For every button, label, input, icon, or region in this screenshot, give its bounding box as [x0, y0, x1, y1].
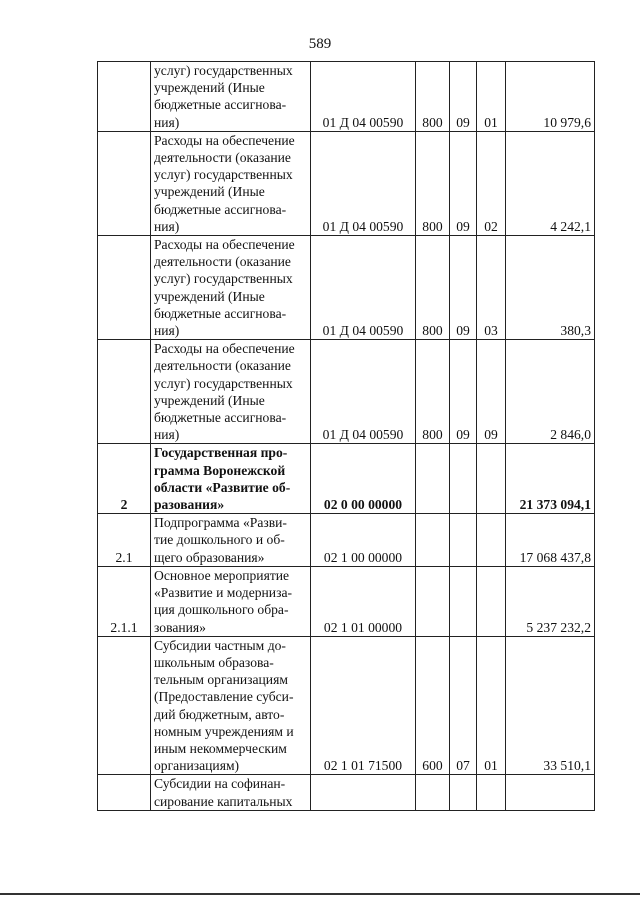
page-number: 589 [308, 36, 332, 52]
section-cell [450, 775, 477, 810]
row-name-line: услуг) государственных [154, 167, 293, 183]
subsection-cell: 03 [477, 236, 506, 340]
row-name-line: школьным образова- [154, 654, 274, 670]
table-row [98, 62, 595, 132]
subsection-cell [477, 514, 506, 567]
row-name-cell [151, 566, 311, 636]
row-name-line: ния) [154, 323, 180, 339]
section-cell: 09 [450, 131, 477, 235]
row-name-line: учреждений (Иные [154, 392, 265, 408]
target-code-cell: 02 1 00 00000 [311, 514, 416, 567]
table-body [98, 62, 595, 811]
row-name-line: организациям) [154, 758, 240, 774]
row-name-cell [151, 444, 311, 514]
table-row [98, 131, 595, 235]
row-number-cell [98, 340, 151, 444]
row-name-line: Расходы на обеспечение [154, 132, 295, 148]
row-number-cell [98, 62, 151, 132]
row-name-line: разования» [154, 497, 225, 513]
table-row [98, 566, 595, 636]
target-code-cell [311, 775, 416, 810]
row-name-line: Подпрограмма «Разви- [154, 515, 287, 531]
row-name-cell [151, 236, 311, 340]
amount-cell: 5 237 232,2 [506, 566, 595, 636]
row-number-cell [98, 131, 151, 235]
table-row [98, 444, 595, 514]
row-number-cell: 2.1.1 [98, 566, 151, 636]
target-code-cell: 01 Д 04 00590 [311, 131, 416, 235]
row-name-line: ния) [154, 427, 180, 443]
row-name-cell [151, 62, 311, 132]
row-name-cell [151, 775, 311, 810]
section-cell: 07 [450, 636, 477, 775]
expense-type-cell [416, 775, 450, 810]
row-name-cell [151, 340, 311, 444]
table-row [98, 775, 595, 810]
section-cell [450, 514, 477, 567]
table-row [98, 514, 595, 567]
section-cell [450, 566, 477, 636]
row-number-cell [98, 636, 151, 775]
row-name-line: Расходы на обеспечение [154, 237, 295, 253]
expense-type-cell: 800 [416, 62, 450, 132]
row-name-cell [151, 636, 311, 775]
target-code-cell: 01 Д 04 00590 [311, 236, 416, 340]
row-name-line: деятельности (оказание [154, 150, 291, 166]
row-name-line: иным некоммерческим [154, 740, 287, 756]
row-name-line: услуг) государственных [154, 375, 293, 391]
row-name-line: Субсидии частным до- [154, 637, 286, 653]
amount-cell [506, 775, 595, 810]
row-name-line: учреждений (Иные [154, 184, 265, 200]
row-name-line: области «Развитие об- [154, 479, 291, 495]
table-row [98, 636, 595, 775]
target-code-cell: 02 1 01 71500 [311, 636, 416, 775]
row-name-line: грамма Воронежской [154, 462, 286, 478]
row-name-line: деятельности (оказание [154, 358, 291, 374]
row-name-line: услуг) государственных [154, 271, 293, 287]
row-name-line: дий бюджетным, авто- [154, 706, 285, 722]
table-row [98, 236, 595, 340]
budget-table [97, 61, 595, 811]
bottom-rule [0, 893, 640, 895]
target-code-cell: 01 Д 04 00590 [311, 340, 416, 444]
expense-type-cell: 600 [416, 636, 450, 775]
subsection-cell: 01 [477, 636, 506, 775]
target-code-cell: 01 Д 04 00590 [311, 62, 416, 132]
section-cell: 09 [450, 62, 477, 132]
amount-cell: 2 846,0 [506, 340, 595, 444]
row-number-cell [98, 236, 151, 340]
row-name-line: тие дошкольного и об- [154, 532, 285, 548]
row-name-cell [151, 514, 311, 567]
row-name-line: тельным организациям [154, 672, 288, 688]
row-name-line: бюджетные ассигнова- [154, 201, 287, 217]
row-name-line: Государственная про- [154, 445, 288, 461]
target-code-cell: 02 0 00 00000 [311, 444, 416, 514]
row-name-line: номным учреждениям и [154, 723, 294, 739]
row-name-line: «Развитие и модерниза- [154, 585, 293, 601]
subsection-cell: 02 [477, 131, 506, 235]
row-name-line: сирование капитальных [154, 793, 293, 809]
table-row [98, 340, 595, 444]
expense-type-cell [416, 444, 450, 514]
amount-cell: 17 068 437,8 [506, 514, 595, 567]
row-number-cell: 2 [98, 444, 151, 514]
row-name-line: услуг) государственных [154, 63, 293, 78]
row-name-line: ния) [154, 114, 180, 130]
row-name-line: Основное мероприятие [154, 567, 290, 583]
expense-type-cell: 800 [416, 131, 450, 235]
row-number-cell: 2.1 [98, 514, 151, 567]
row-name-line: учреждений (Иные [154, 288, 265, 304]
target-code-cell: 02 1 01 00000 [311, 566, 416, 636]
row-name-cell [151, 131, 311, 235]
amount-cell: 380,3 [506, 236, 595, 340]
row-name-line: бюджетные ассигнова- [154, 97, 287, 113]
row-name-line: Расходы на обеспечение [154, 341, 295, 357]
row-name-line: деятельности (оказание [154, 254, 291, 270]
row-name-line: щего образования» [154, 549, 265, 565]
amount-cell: 21 373 094,1 [506, 444, 595, 514]
row-name-line: ция дошкольного обра- [154, 602, 289, 618]
row-name-line: учреждений (Иные [154, 80, 265, 96]
section-cell: 09 [450, 340, 477, 444]
subsection-cell [477, 566, 506, 636]
row-name-line: бюджетные ассигнова- [154, 305, 287, 321]
row-name-line: бюджетные ассигнова- [154, 410, 287, 426]
amount-cell: 10 979,6 [506, 62, 595, 132]
subsection-cell: 01 [477, 62, 506, 132]
amount-cell: 4 242,1 [506, 131, 595, 235]
row-number-cell [98, 775, 151, 810]
expense-type-cell [416, 514, 450, 567]
row-name-line: (Предоставление субси- [154, 689, 294, 705]
expense-type-cell [416, 566, 450, 636]
row-name-line: Субсидии на софинан- [154, 776, 286, 792]
expense-type-cell: 800 [416, 236, 450, 340]
section-cell: 09 [450, 236, 477, 340]
subsection-cell [477, 775, 506, 810]
subsection-cell [477, 444, 506, 514]
amount-cell: 33 510,1 [506, 636, 595, 775]
subsection-cell: 09 [477, 340, 506, 444]
expense-type-cell: 800 [416, 340, 450, 444]
row-name-line: зования» [154, 619, 206, 635]
section-cell [450, 444, 477, 514]
row-name-line: ния) [154, 218, 180, 234]
